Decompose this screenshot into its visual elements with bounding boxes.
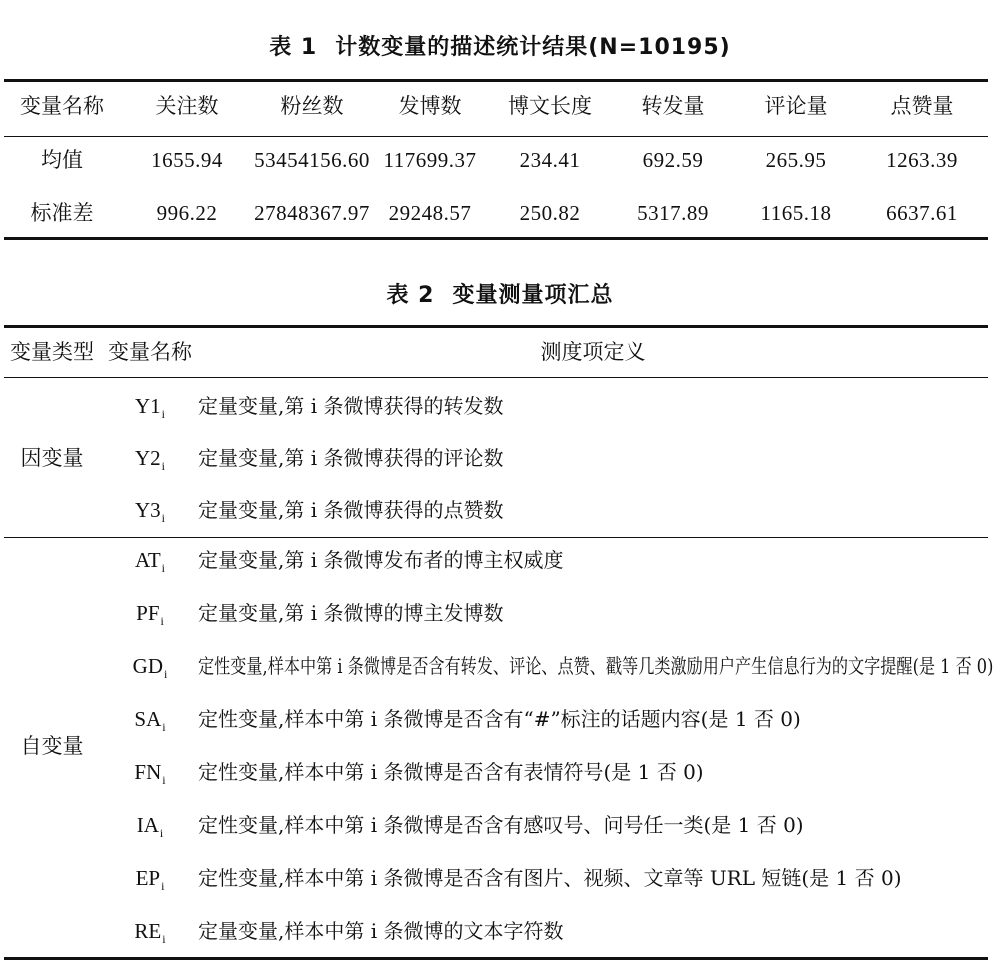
- variable-subscript: i: [161, 879, 165, 893]
- variable-symbol: Y2: [134, 446, 161, 470]
- table1-header-cell: 关注数: [155, 94, 219, 118]
- table2-variable-name: [120, 603, 180, 627]
- table1-value-cell: 1655.94: [151, 148, 223, 172]
- table1-header-cell: 评论量: [764, 94, 828, 118]
- table2-definition: 定性变量,样本中第 i 条微博是否含有转发、评论、点赞、戳等几类激励用户产生信息行为的文字提醒(是 1 否 0): [198, 654, 994, 678]
- table1-header-cell: 博文长度: [508, 94, 592, 118]
- table1-value-cell: 117699.37: [383, 148, 477, 172]
- variable-symbol: IA: [136, 813, 159, 837]
- table1-title: 计数变量的描述统计结果(N=10195): [335, 35, 731, 60]
- table2-definition: 定性变量,样本中第 i 条微博是否含有图片、视频、文章等 URL 短链(是 1 否 0): [198, 866, 902, 890]
- table1-value-cell: 234.41: [519, 148, 581, 172]
- table1-bottom-rule: [4, 237, 988, 240]
- table2-number: 表 2: [386, 283, 435, 308]
- table2-definition: 定性变量,样本中第 i 条微博是否含有表情符号(是 1 否 0): [198, 760, 704, 784]
- table2-variable-type: 自变量: [20, 733, 84, 758]
- table2-definition: 定量变量,第 i 条微博获得的评论数: [198, 446, 504, 470]
- table1-value-cell: 265.95: [765, 148, 827, 172]
- table2-variable-type: 因变量: [20, 446, 84, 470]
- table1-value-cell: 27848367.97: [254, 201, 370, 225]
- table2-definition: 定量变量,第 i 条微博发布者的博主权威度: [198, 548, 564, 572]
- variable-subscript: i: [162, 773, 166, 787]
- variable-symbol: Y1: [134, 394, 161, 418]
- table1-header-cell: 点赞量: [890, 94, 954, 118]
- table2-variable-name: [120, 550, 180, 574]
- table2-definition: 定性变量,样本中第 i 条微博是否含有感叹号、问号任一类(是 1 否 0): [198, 813, 804, 837]
- variable-symbol: SA: [134, 707, 162, 731]
- table1-header-cell: 变量名称: [20, 94, 104, 118]
- table2-variable-name: [120, 868, 180, 892]
- table2-header-rule: [4, 377, 988, 378]
- table1-value-cell: 692.59: [642, 148, 704, 172]
- table1-header-cell: 发博数: [398, 94, 462, 118]
- table1-value-cell: 1263.39: [886, 148, 958, 172]
- table2-definition: 定性变量,样本中第 i 条微博是否含有“#”标注的话题内容(是 1 否 0): [198, 707, 801, 731]
- table2-group-divider: [4, 537, 988, 538]
- variable-subscript: i: [164, 667, 168, 681]
- table1-value-cell: 5317.89: [637, 201, 709, 225]
- table2-variable-name: [120, 709, 180, 733]
- table1-row-label: 均值: [41, 148, 83, 172]
- table1-value-cell: 996.22: [156, 201, 218, 225]
- variable-subscript: i: [161, 561, 165, 575]
- variable-subscript: i: [161, 511, 165, 525]
- table2-bottom-rule: [4, 957, 988, 960]
- table1-value-cell: 29248.57: [388, 201, 472, 225]
- table1-header-cell: 粉丝数: [280, 94, 344, 118]
- table2-variable-name: [120, 500, 180, 524]
- table2-variable-name: [120, 815, 180, 839]
- table1-value-cell: 53454156.60: [254, 148, 370, 172]
- table2-caption: [0, 278, 1000, 309]
- table2-header-name: 变量名称: [108, 340, 192, 364]
- table2-definition: 定量变量,第 i 条微博获得的转发数: [198, 394, 504, 418]
- variable-symbol: PF: [136, 601, 160, 625]
- variable-subscript: i: [161, 459, 165, 473]
- table2-variable-name: [120, 448, 180, 472]
- table2-variable-name: [120, 656, 180, 680]
- variable-subscript: i: [161, 407, 165, 421]
- table2-variable-name: [120, 762, 180, 786]
- table2-variable-name: [120, 396, 180, 420]
- variable-symbol: GD: [132, 654, 163, 678]
- table1-top-rule: [4, 79, 988, 82]
- table2-definition: 定量变量,样本中第 i 条微博的文本字符数: [198, 919, 564, 943]
- variable-symbol: EP: [135, 866, 161, 890]
- table2-definition: 定量变量,第 i 条微博的博主发博数: [198, 601, 504, 625]
- variable-subscript: i: [160, 614, 164, 628]
- variable-subscript: i: [162, 720, 166, 734]
- table1-value-cell: 6637.61: [886, 201, 958, 225]
- table2-header-type: 变量类型: [10, 340, 94, 364]
- table2-header-definition: 测度项定义: [540, 340, 646, 364]
- table2-top-rule: [4, 325, 988, 328]
- table1-caption: [0, 30, 1000, 61]
- variable-symbol: AT: [134, 548, 161, 572]
- table2-variable-name: [120, 921, 180, 945]
- variable-subscript: i: [159, 826, 164, 840]
- variable-symbol: FN: [134, 760, 162, 784]
- table2-definition: 定量变量,第 i 条微博获得的点赞数: [198, 498, 504, 522]
- variable-symbol: Y3: [134, 498, 161, 522]
- table1-row-label: 标准差: [30, 201, 94, 225]
- variable-subscript: i: [162, 932, 166, 946]
- table1-header-rule: [4, 136, 988, 137]
- table1-number: 表 1: [269, 35, 318, 60]
- variable-symbol: RE: [134, 919, 162, 943]
- table1-header-cell: 转发量: [641, 94, 705, 118]
- table2-title: 变量测量项汇总: [452, 283, 614, 308]
- table1-value-cell: 250.82: [519, 201, 581, 225]
- table1-value-cell: 1165.18: [760, 201, 832, 225]
